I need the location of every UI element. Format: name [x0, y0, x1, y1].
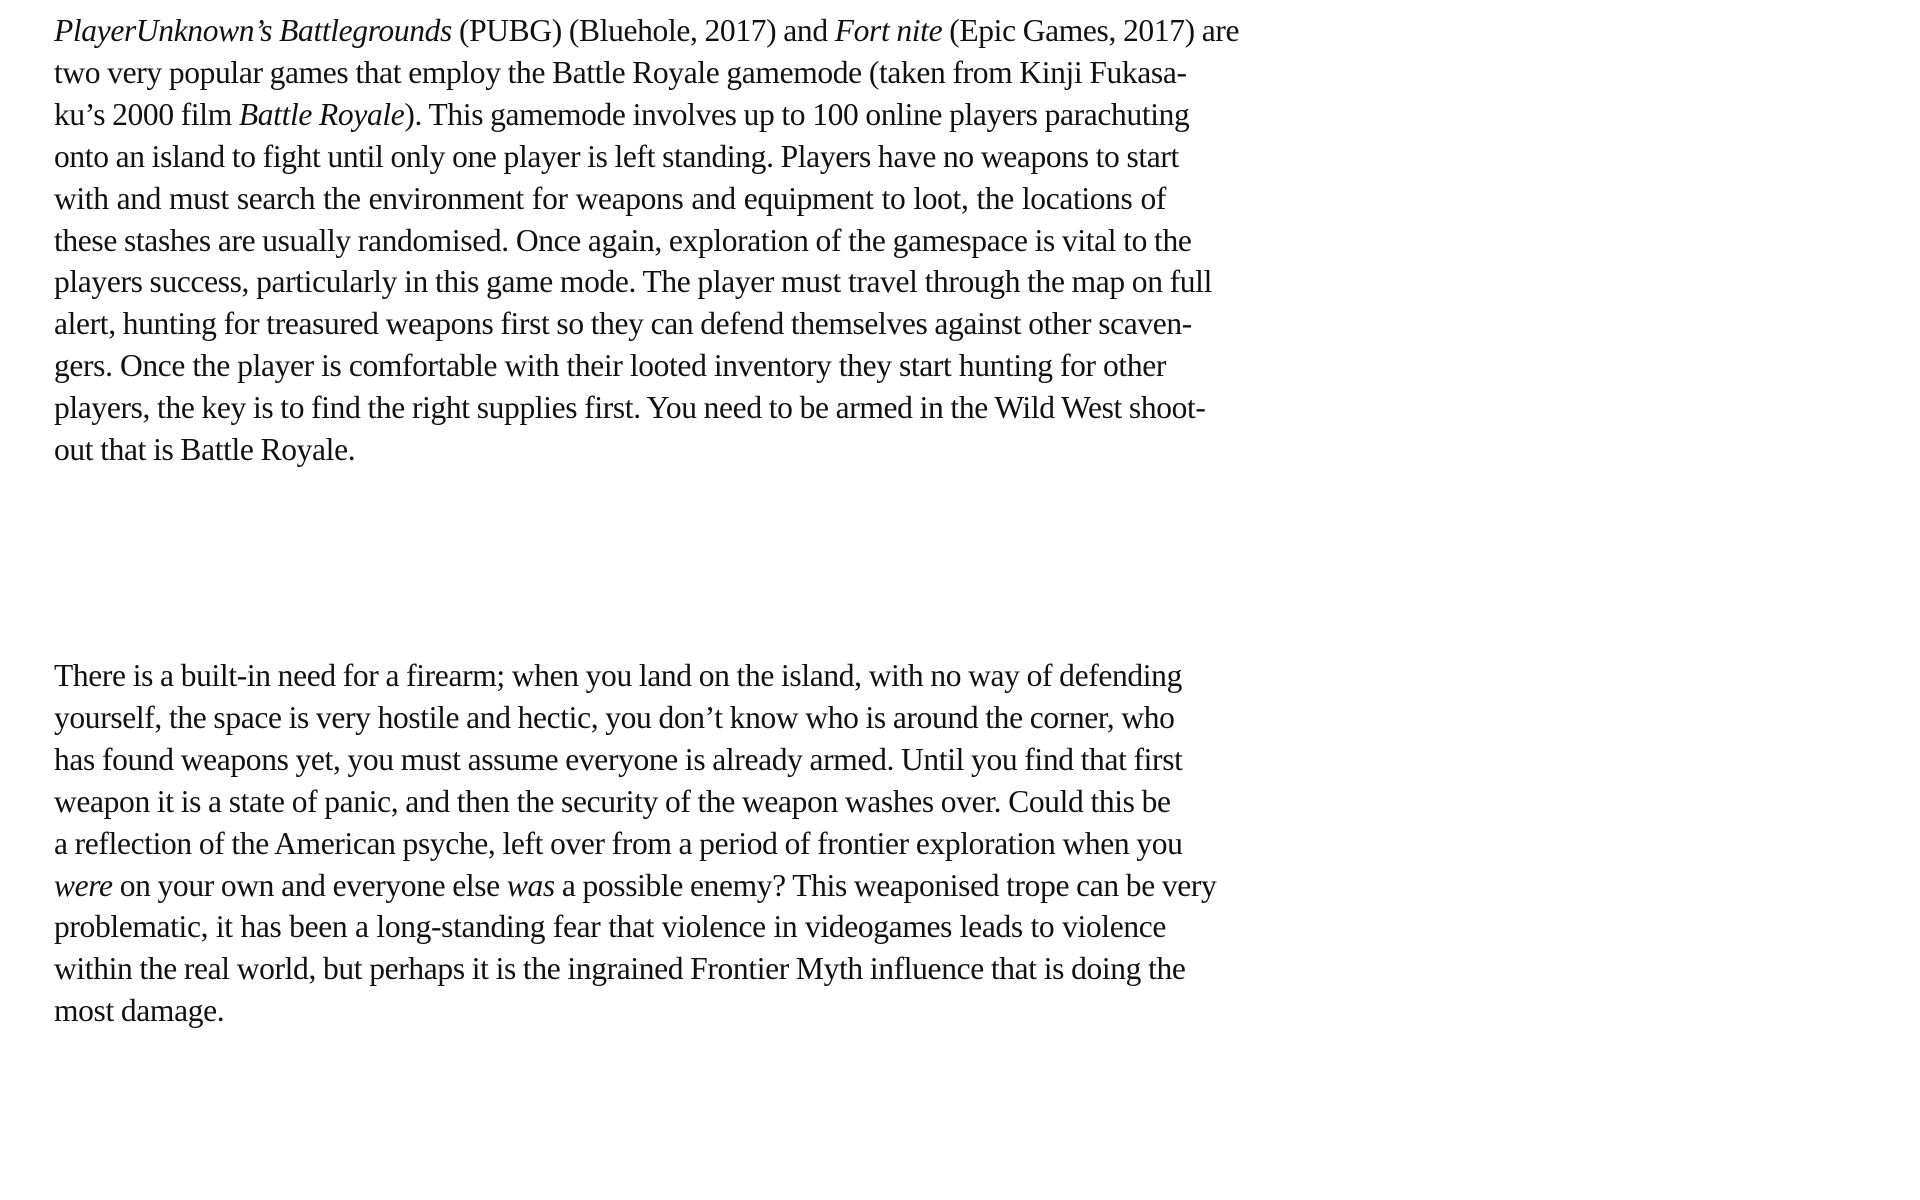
text-line: a reflection of the American psyche, left over from a period of frontier exploration when you: [54, 825, 1183, 861]
text-line: with and must search the environment for weapons and equipment to loot, the locations of: [54, 180, 1166, 216]
text-line: players success, particularly in this game mode. The player must travel through the map on full: [54, 264, 1212, 300]
emphasis-was: was: [506, 867, 555, 903]
text-line: gers. Once the player is comfortable with their looted inventory they start hunting for other: [54, 348, 1166, 384]
text-line: yourself, the space is very hostile and hectic, you don’t know who is around the corner, who: [54, 699, 1175, 735]
text-fragment: ). This gamemode involves up to 100 online players parachuting: [404, 96, 1190, 132]
text-line: two very popular games that employ the Battle Royale gamemode (taken from Kinji Fukasa-: [54, 54, 1187, 90]
film-title-battle-royale: Battle Royale: [238, 96, 405, 132]
text-line: out that is Battle Royale.: [54, 432, 356, 468]
text-line: has found weapons yet, you must assume everyone is already armed. Until you find that first: [54, 741, 1183, 777]
text-line: problematic, it has been a long-standing fear that violence in videogames leads to violence: [54, 909, 1166, 945]
text-fragment: (Epic Games, 2017) are: [942, 13, 1240, 48]
text-line: [54, 94, 1190, 136]
text-line: most damage.: [54, 993, 225, 1029]
text-fragment: (PUBG) (Bluehole, 2017) and: [451, 13, 835, 48]
text-line: these stashes are usually randomised. Once again, exploration of the gamespace is vital to the: [54, 222, 1192, 258]
emphasis-were: were: [54, 867, 113, 903]
paragraph-battle-royale-intro: [54, 10, 1240, 471]
text-line: [54, 10, 1240, 52]
text-fragment: on your own and everyone else: [112, 867, 507, 903]
text-fragment: ku’s 2000 film: [54, 96, 239, 132]
text-line: There is a built-in need for a firearm; when you land on the island, with no way of defending: [54, 658, 1182, 693]
paragraph-firearm-need: [54, 655, 1217, 1032]
text-fragment: a possible enemy? This weaponised trope can be very: [554, 867, 1217, 903]
game-title-fortnite: Fort nite: [834, 13, 943, 48]
text-line: weapon it is a state of panic, and then the security of the weapon washes over. Could this be: [54, 783, 1171, 819]
text-line: [54, 865, 1217, 907]
text-line: within the real world, but perhaps it is the ingrained Frontier Myth influence that is doing the: [54, 951, 1186, 987]
text-line: onto an island to fight until only one player is left standing. Players have no weapons to start: [54, 138, 1179, 174]
text-line: alert, hunting for treasured weapons first so they can defend themselves against other scaven-: [54, 306, 1192, 342]
game-title-pubg: PlayerUnknown’s Battlegrounds: [54, 13, 452, 48]
text-line: players, the key is to find the right supplies first. You need to be armed in the Wild West shoot-: [54, 390, 1206, 426]
